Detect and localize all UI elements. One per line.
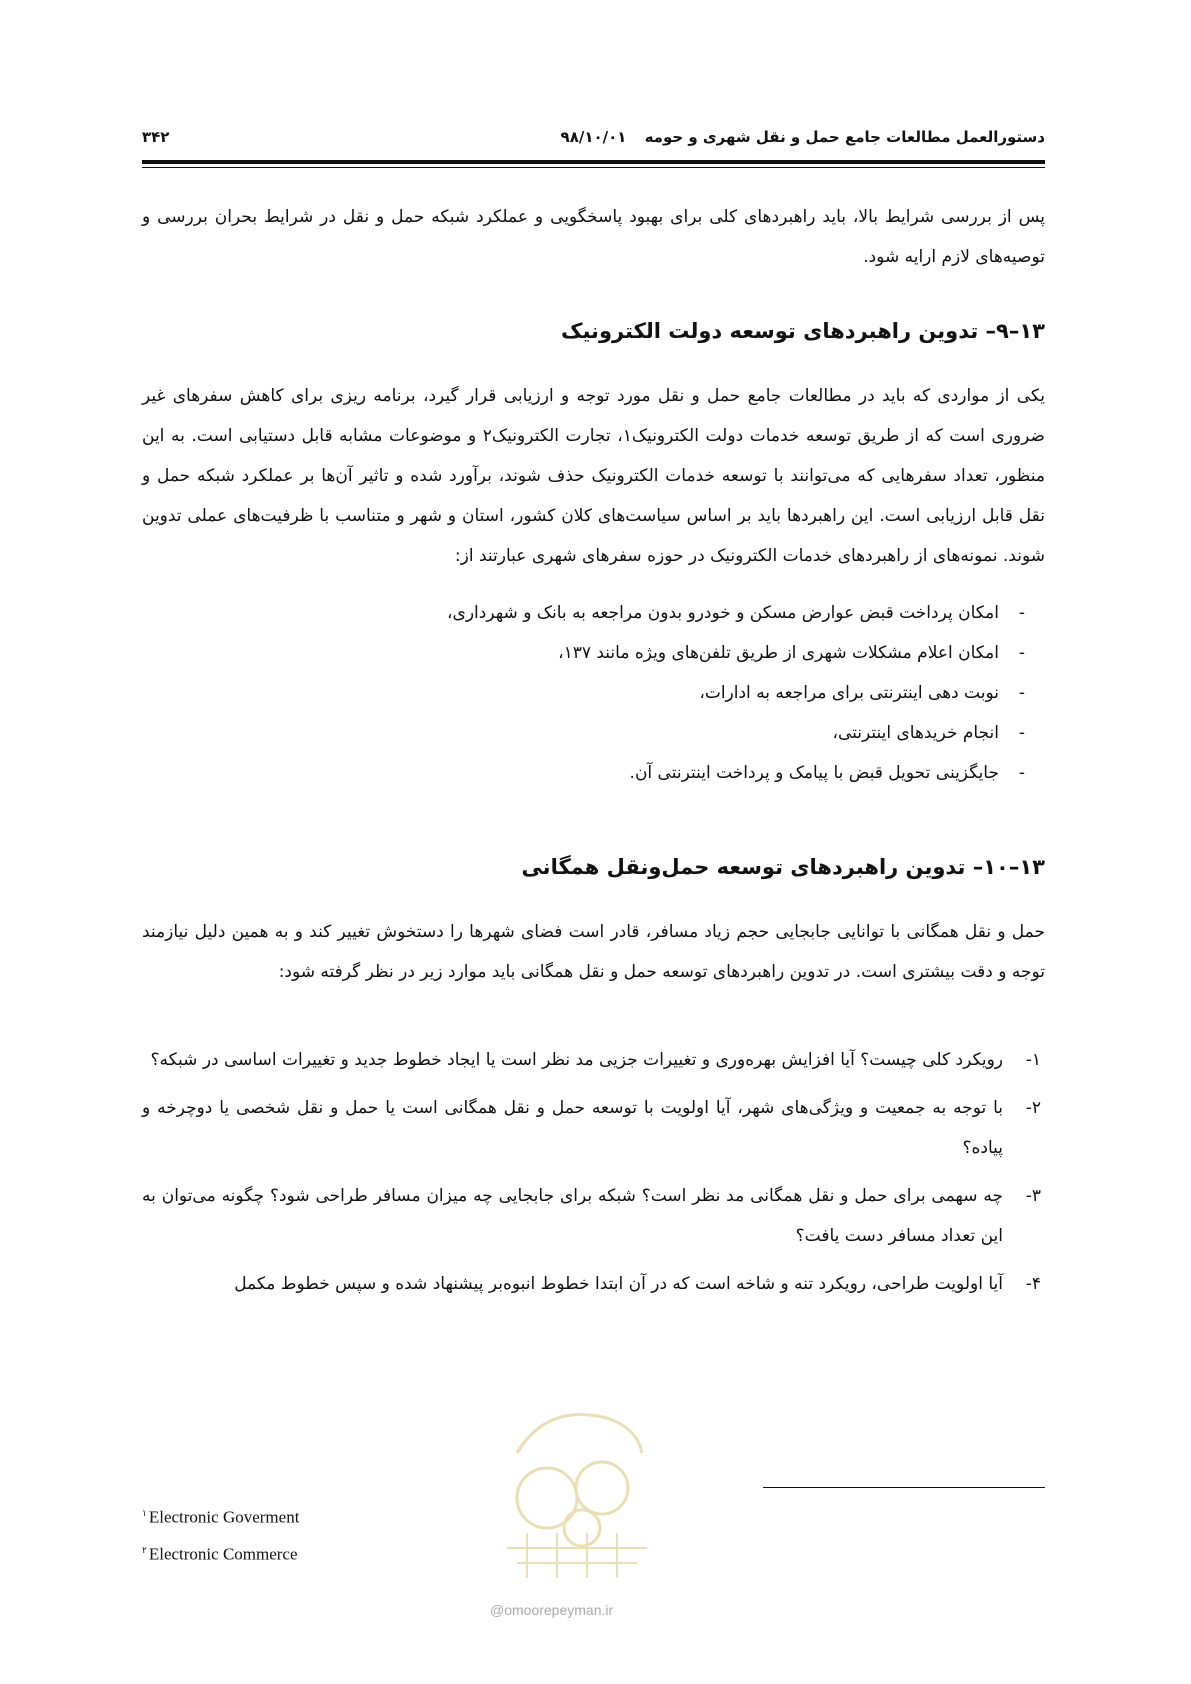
header-doc-title: دستورالعمل مطالعات جامع حمل و نقل شهری و حومه (644, 128, 1045, 146)
list-item: ۴- آیا اولویت طراحی، رویکرد تنه و شاخه است که در آن ابتدا خطوط انبوه‌بر پیشنهاد شده و سپس خطوط مکمل (142, 1264, 1045, 1304)
bullet-marker: - (1018, 723, 1026, 743)
list-item: -امکان اعلام مشکلات شهری از طریق تلفن‌های ویژه مانند ۱۳۷، (185, 633, 1045, 673)
intro-paragraph: پس از بررسی شرایط بالا، باید راهبردهای کلی برای بهبود پاسخگویی و عملکرد شبکه حمل و نقل در شرایط بحران بررسی و توصیه‌های لازم ارایه شود. (142, 207, 1045, 267)
list-item: -جایگزینی تحویل قبض با پیامک و پرداخت اینترنتی آن. (185, 753, 1045, 793)
bullet-marker: - (1018, 603, 1026, 623)
list-item: ۱- رویکرد کلی چیست؟ آیا افزایش بهره‌وری و تغییرات جزیی مد نظر است یا ایجاد خطوط جدید و تغییرات اساسی در شبکه؟ (142, 1040, 1045, 1080)
item-number: ۱- (1025, 1050, 1041, 1070)
section-9-bullet-list (185, 593, 1045, 793)
header-rule-thin (142, 167, 1045, 168)
list-item: -انجام خریدهای اینترنتی، (185, 713, 1045, 753)
header-page-number: ۳۴۲ (142, 128, 170, 146)
bullet-marker: - (1018, 683, 1026, 703)
item-number: ۲- (1025, 1098, 1041, 1118)
section-10-paragraph: حمل و نقل همگانی با توانایی جابجایی حجم زیاد مسافر، قادر است فضای شهرها را دستخوش تغییر کند و به همین دلیل نیازمند توجه و دقت بیشتری است. در تدوین راهبردهای توسعه حمل و نقل همگانی باید موارد زیر در نظر گرفته شود: (142, 922, 1045, 982)
footnote: $^۱$ Electronic Goverment (142, 1507, 300, 1527)
bullet-marker: - (1018, 763, 1026, 783)
header-date: ۹۸/۱۰/۰۱ (560, 128, 627, 146)
section-9-heading: ۱۳–۹– تدوین راهبردهای توسعه دولت الکترونیک (560, 319, 1045, 343)
gear-emblem-icon (487, 1383, 667, 1583)
list-item: -امکان پرداخت قبض عوارض مسکن و خودرو بدون مراجعه به بانک و شهرداری، (185, 593, 1045, 633)
list-item: ۲- با توجه به جمعیت و ویژگی‌های شهر، آیا اولویت با توسعه حمل و نقل همگانی است یا حمل و نقل شخصی یا دوچرخه و پیاده؟ (142, 1088, 1045, 1168)
footnote-separator (763, 1487, 1045, 1488)
footnotes (142, 1497, 472, 1570)
list-item: ۳- چه سهمی برای حمل و نقل همگانی مد نظر است؟ شبکه برای جابجایی چه میزان مسافر طراحی شود؟ چگونه می‌توان به این تعداد مسافر دست یافت؟ (142, 1176, 1045, 1256)
item-number: ۴- (1025, 1274, 1041, 1294)
section-9-paragraph: یکی از مواردی که باید در مطالعات جامع حمل و نقل مورد توجه و ارزیابی قرار گیرد، برنامه ریزی برای کاهش سفرهای غیر ضروری است که از طریق توسعه خدمات دولت الکترونیک۱، تجارت الکترونیک۲ و موضوعات مشابه قابل دستیابی است. به این منظور، تعداد سفرهایی که می‌توانند با توسعه خدمات الکترونیک حذف شوند، برآورد شده و تاثیر آن‌ها بر عملکرد شبکه حمل و نقل قابل ارزیابی است. این راهبردها باید بر اساس سیاست‌های کلان کشور، استان و شهر و متناسب با ظرفیت‌های عملی تدوین شوند. نمونه‌های از راهبردهای خدمات الکترونیک در حوزه سفرهای شهری عبارتند از: (142, 386, 1045, 566)
item-number: ۳- (1025, 1186, 1041, 1206)
watermark-site: @omoorepeyman.ir (490, 1602, 614, 1618)
bullet-marker: - (1018, 643, 1026, 663)
header-rule-thick (142, 160, 1045, 164)
section-10-numbered-list (142, 1040, 1045, 1312)
list-item: -نوبت دهی اینترنتی برای مراجعه به ادارات، (185, 673, 1045, 713)
footnote: $^۲$ Electronic Commerce (142, 1544, 298, 1564)
section-10-heading: ۱۳–۱۰– تدوین راهبردهای توسعه حمل‌ونقل همگانی (521, 855, 1045, 879)
page-header (142, 128, 1045, 150)
